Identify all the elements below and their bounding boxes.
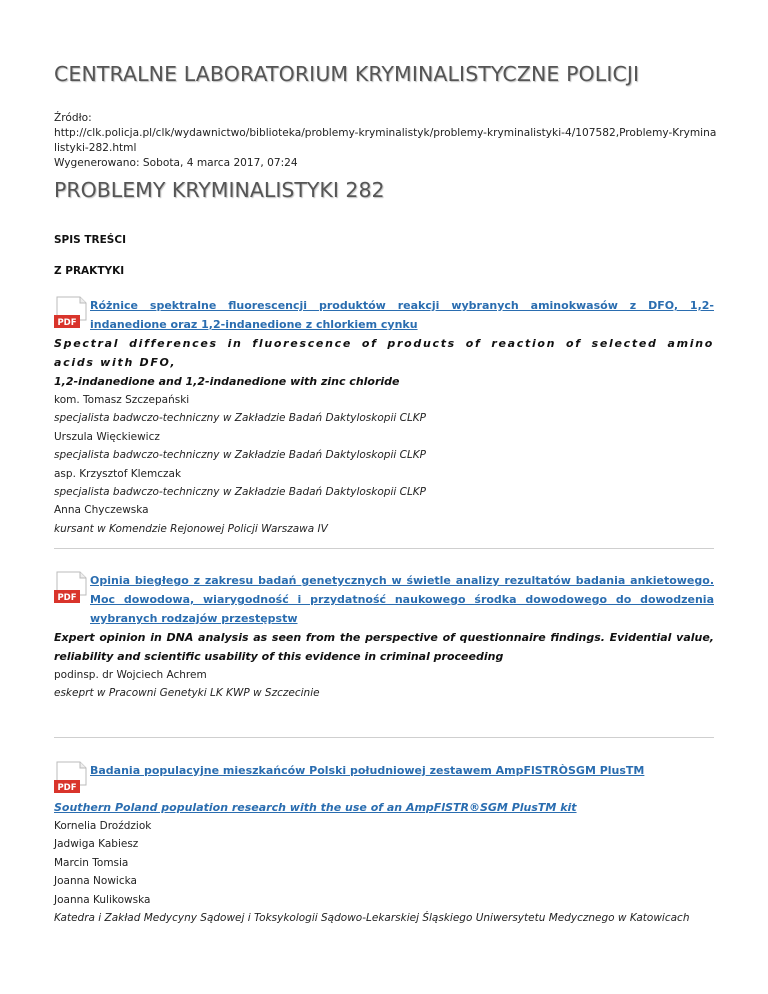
source-url: http://clk.policja.pl/clk/wydawnictwo/biblioteka/problemy-kryminalistyk/problemy-kryminalistyki-4/107582,Problemy-Kryminalistyki-282.html <box>54 127 717 154</box>
generated-date: Wygenerowano: Sobota, 4 marca 2017, 07:24 <box>54 157 298 169</box>
pdf-label: PDF <box>57 593 77 603</box>
article-link[interactable]: Opinia biegłego z zakresu badań genetycznych w świetle analizy rezultatów badania ankietowego. Moc dowodowa, wiarygodność i przydatność naukowego środka dowodowego do dowodzenia wybranych rodzajów przestępstw <box>90 574 714 625</box>
divider <box>54 737 714 738</box>
author-name: Kornelia Droździok <box>54 820 152 832</box>
source-label: Źródło: <box>54 112 92 124</box>
toc-heading: SPIS TREŚCI <box>54 234 126 246</box>
pdf-icon[interactable] <box>54 571 90 605</box>
english-title-line-1: Spectral differences in fluorescence of products of reaction of selected amino acids with DFO, <box>54 337 714 369</box>
author-name: Marcin Tomsia <box>54 856 129 869</box>
article-2 <box>54 571 714 703</box>
author-name: asp. Krzysztof Klemczak <box>54 467 182 480</box>
author-name: Urszula Więckiewicz <box>54 430 160 443</box>
article-3 <box>54 761 714 927</box>
pdf-icon[interactable] <box>54 761 90 795</box>
author-name: podinsp. dr Wojciech Achrem <box>54 669 207 681</box>
author-affiliation: kursant w Komendzie Rejonowej Policji Warszawa IV <box>54 522 328 535</box>
divider <box>54 548 714 549</box>
article-1 <box>54 296 714 538</box>
pdf-label: PDF <box>57 783 77 793</box>
author-name: Anna Chyczewska <box>54 504 149 517</box>
site-title: CENTRALNE LABORATORIUM KRYMINALISTYCZNE POLICJI <box>54 62 640 86</box>
section-heading: Z PRAKTYKI <box>54 265 125 277</box>
author-affiliation: specjalista badwczo-techniczny w Zakładzie Badań Daktyloskopii CLKP <box>54 486 427 499</box>
author-name: Joanna Kulikowska <box>54 893 151 906</box>
source-block <box>54 111 719 171</box>
author-name: kom. Tomasz Szczepański <box>54 394 190 406</box>
author-affiliation: Katedra i Zakład Medycyny Sądowej i Toksykologii Sądowo-Lekarskiej Śląskiego Uniwersytetu Medycznego w Katowicach <box>54 912 690 925</box>
author-name: Joanna Nowicka <box>54 875 137 888</box>
article-link[interactable]: Badania populacyjne mieszkańców Polski południowej zestawem AmpFlSTRÒSGM PlusTM <box>90 764 645 777</box>
author-affiliation: specjalista badwczo-techniczny w Zakładzie Badań Daktyloskopii CLKP <box>54 449 427 462</box>
document-title: PROBLEMY KRYMINALISTYKI 282 <box>54 178 385 202</box>
author-affiliation: specjalista badwczo-techniczny w Zakładzie Badań Daktyloskopii CLKP <box>54 412 427 425</box>
pdf-label: PDF <box>57 318 77 328</box>
author-affiliation: eskeprt w Pracowni Genetyki LK KWP w Szczecinie <box>54 687 320 700</box>
english-title-link[interactable]: Southern Poland population research with the use of an AmpFlSTR®SGM PlusTM kit <box>54 801 577 814</box>
pdf-icon[interactable] <box>54 296 90 330</box>
english-title: Expert opinion in DNA analysis as seen from the perspective of questionnaire findings. Evidential value, reliability and scientific usability of this evidence in criminal proceeding <box>54 631 714 663</box>
article-link[interactable]: Różnice spektralne fluorescencji produktów reakcji wybranych aminokwasów z DFO, 1,2-indanedione oraz 1,2-indanedione z chlorkiem cynku <box>90 299 714 331</box>
english-title-line-2: 1,2-indanedione and 1,2-indanedione with zinc chloride <box>54 375 400 388</box>
author-name: Jadwiga Kabiesz <box>54 838 139 851</box>
